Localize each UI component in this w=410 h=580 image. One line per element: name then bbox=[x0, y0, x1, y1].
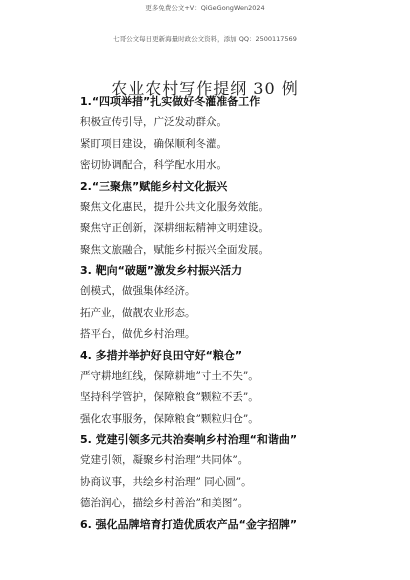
section-heading-2: 2.“三聚焦”赋能乡村文化振兴 bbox=[80, 179, 228, 193]
section-1-line-3: 密切协调配合，科学配水用水。 bbox=[80, 159, 227, 171]
section-4-line-3: 强化农事服务，保障粮食”颗粒归仓”。 bbox=[80, 412, 259, 425]
section-heading-5: 5. 党建引领多元共治奏响乡村治理“和谐曲” bbox=[80, 433, 298, 446]
section-5-line-1: 党建引领，凝聚乡村治理”共同体”。 bbox=[80, 454, 249, 466]
section-5-line-2: 协商议事，共绘乡村治理” 同心圆”。 bbox=[80, 475, 252, 488]
section-heading-1: 1.“四项举措”扎实做好冬灌准备工作 bbox=[80, 95, 261, 108]
section-5-line-3: 德治润心，描绘乡村善治”和美图”。 bbox=[80, 497, 249, 509]
section-1-line-2: 紧盯项目建设，确保顺利冬灌。 bbox=[80, 137, 227, 150]
top-notice: 更多免费公文+V：QiGeGongWen2024 bbox=[145, 4, 265, 12]
section-4-line-2: 坚持科学管护，保障粮食”颗粒不丢”。 bbox=[80, 391, 259, 403]
section-3-line-1: 创模式，做强集体经济。 bbox=[80, 285, 196, 297]
document-body bbox=[80, 92, 380, 535]
section-2-line-2: 聚焦守正创新，深耕细耘精神文明建设。 bbox=[80, 222, 269, 234]
section-heading-4: 4. 多措并举护好良田守好“粮仓” bbox=[80, 348, 243, 362]
document-title: 农业农村写作提纲 30 例 bbox=[111, 79, 299, 98]
section-4-line-1: 严守耕地红线，保障耕地”寸土不失”。 bbox=[80, 369, 259, 382]
section-heading-6: 6. 强化品牌培育打造优质农产品“金字招牌” bbox=[80, 517, 298, 531]
section-3-line-2: 拓产业，做靓农业形态。 bbox=[80, 306, 196, 319]
section-1-line-1: 积极宣传引导，广泛发动群众。 bbox=[80, 116, 227, 128]
section-heading-3: 3. 靶向“破题”激发乡村振兴活力 bbox=[80, 264, 243, 277]
section-2-line-1: 聚焦文化惠民，提升公共文化服务效能。 bbox=[80, 200, 269, 213]
sub-notice: 七哥公文每日更新海量时政公文资料，添加 QQ：2500117569 bbox=[113, 35, 297, 43]
section-3-line-3: 搭平台，做优乡村治理。 bbox=[80, 328, 196, 340]
section-2-line-3: 聚焦文旅融合，赋能乡村振兴全面发展。 bbox=[80, 243, 269, 256]
